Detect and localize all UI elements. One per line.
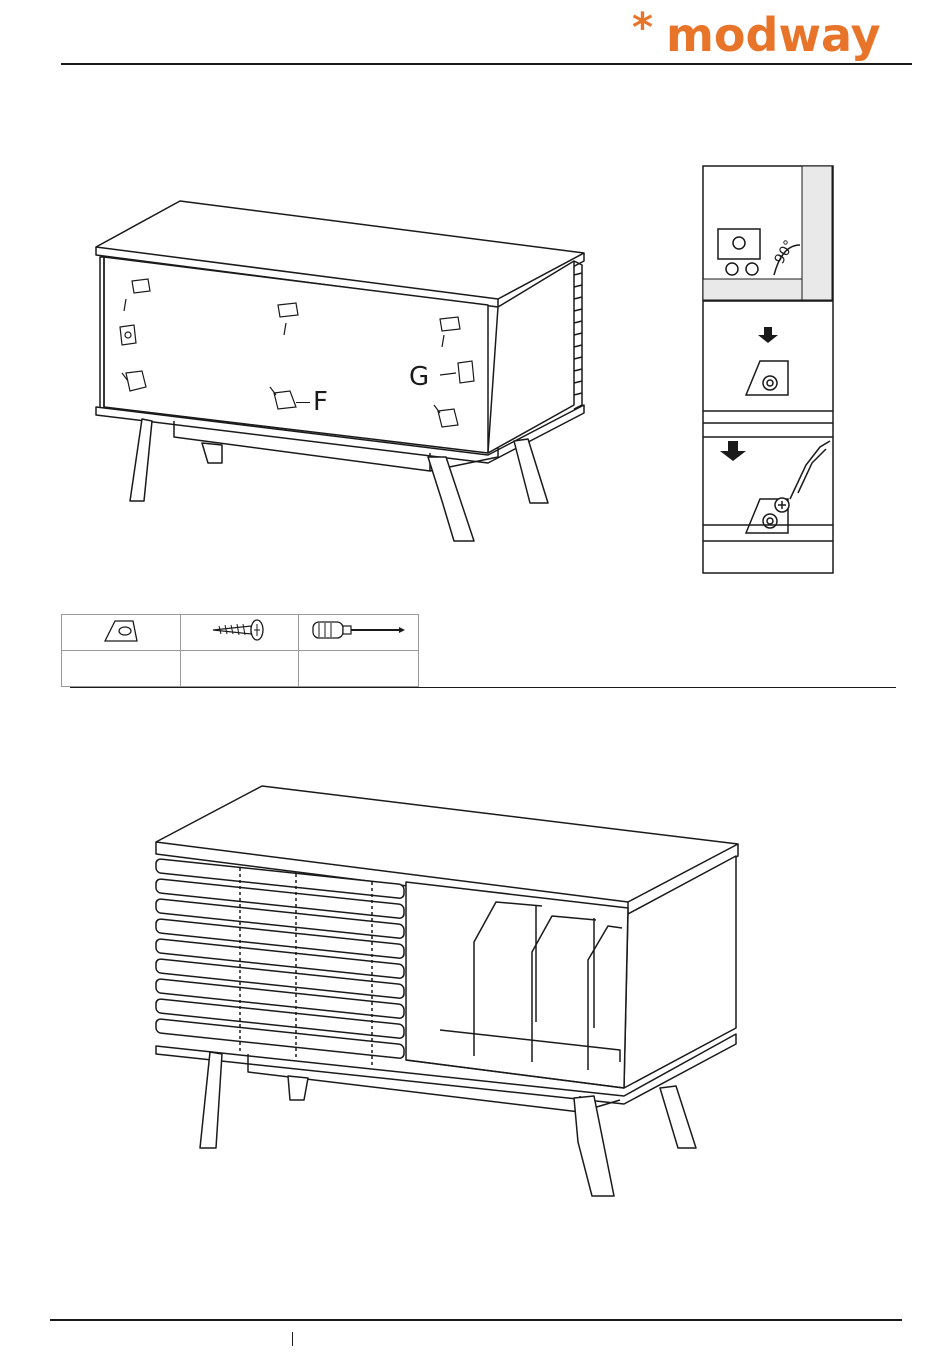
screwdriver-icon — [309, 618, 409, 642]
parts-icon-row — [62, 615, 419, 651]
brand-star: * — [632, 5, 653, 51]
brand-name: modway — [666, 8, 881, 62]
cabinet-back-illustration — [90, 195, 590, 550]
angle-bracket-icon — [99, 615, 143, 645]
part-f-callout: F — [313, 387, 328, 417]
parts-count-screwdriver — [299, 651, 419, 687]
parts-count-bracket — [62, 651, 181, 687]
bracket-detail-panel — [702, 165, 834, 575]
part-g-callout: G — [409, 362, 430, 392]
parts-table — [61, 614, 419, 687]
parts-count-screw — [180, 651, 299, 687]
parts-count-row — [62, 651, 419, 687]
screw-icon — [209, 618, 269, 642]
right-angle-label: 90° — [771, 237, 798, 267]
part-f-leader — [296, 402, 310, 403]
parts-cell-bracket — [62, 615, 181, 651]
footer-separator — [292, 1332, 293, 1346]
footer-rule — [50, 1319, 902, 1321]
finished-cabinet-illustration — [150, 782, 740, 1202]
brand-logo — [632, 5, 881, 64]
header-rule — [61, 63, 912, 65]
parts-cell-screwdriver — [299, 615, 419, 651]
section-divider — [70, 687, 896, 688]
parts-cell-screw — [180, 615, 299, 651]
